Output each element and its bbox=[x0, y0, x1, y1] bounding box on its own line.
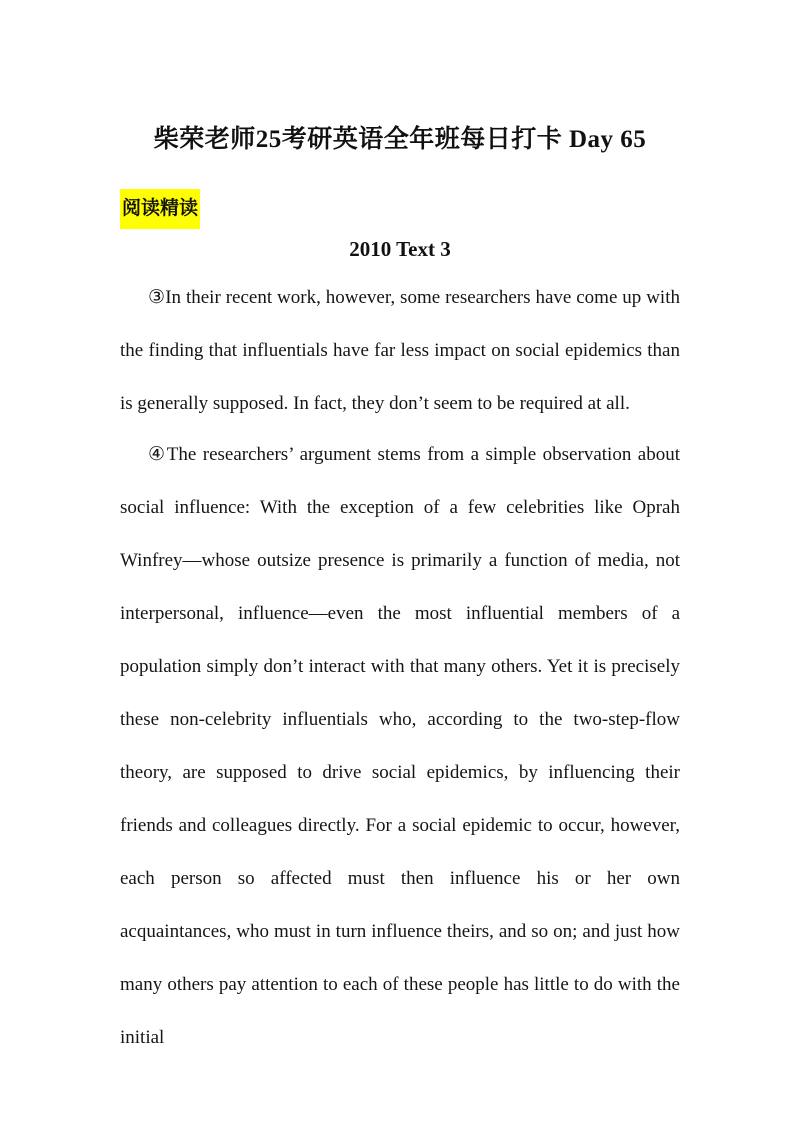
document-title: 柴荣老师25考研英语全年班每日打卡 Day 65 bbox=[153, 126, 647, 153]
section-tag: 阅读精读 bbox=[120, 189, 200, 229]
paragraph-3: ③In their recent work, however, some researchers have come up with the finding that influentials have far less impact on social epidemics than is generally supposed. In fact, they don’t seem to be required at all. bbox=[120, 287, 680, 414]
text-title: 2010 Text 3 bbox=[349, 237, 451, 261]
paragraph-4: ④The researchers’ argument stems from a simple observation about social influence: With the exception of a few celebrities like Oprah Winfrey—whose outsize presence is primarily a function of media, not interpersonal, influence—even the most influential members of a population simply don’t interact with that many others. Yet it is precisely these non-celebrity influentials who, according to the two-step-flow theory, are supposed to drive social epidemics, by influencing their friends and colleagues directly. For a social epidemic to occur, however, each person so affected must then influence his or her own acquaintances, who must in turn influence theirs, and so on; and just how many others pay attention to each of these people has little to do with the initial bbox=[120, 444, 680, 1048]
